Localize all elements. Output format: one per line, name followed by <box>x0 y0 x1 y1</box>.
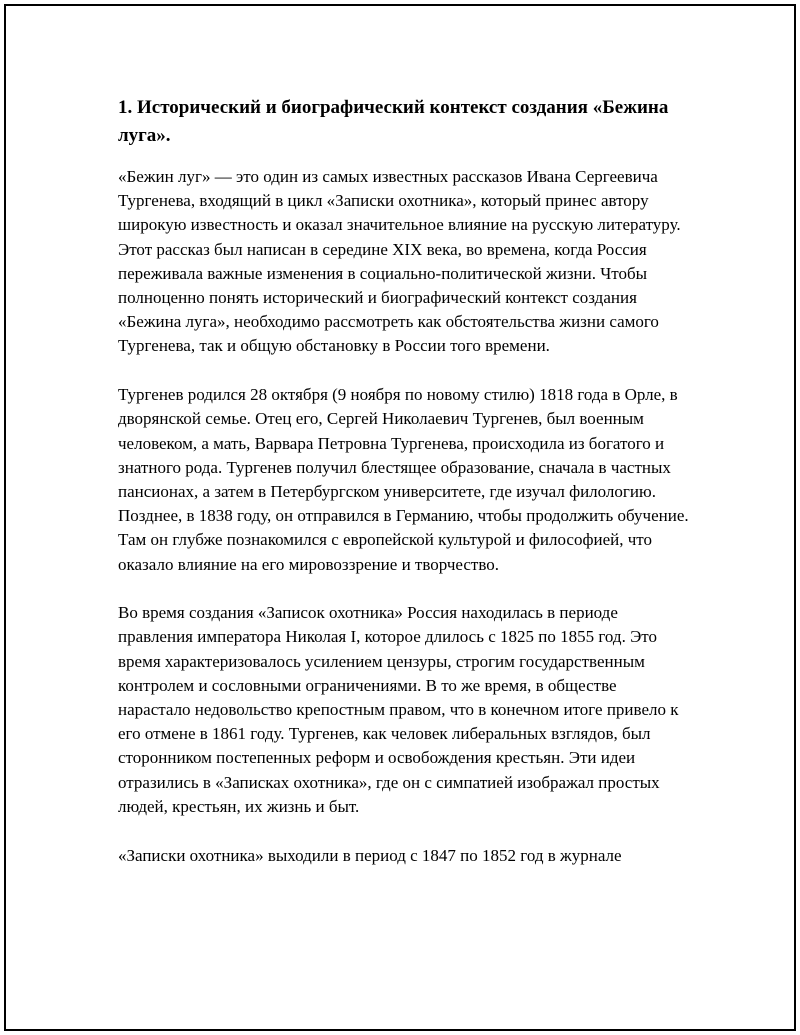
paragraph-4: «Записки охотника» выходили в период с 1847 по 1852 год в журнале <box>118 845 622 865</box>
paragraph-2: Тургенев родился 28 октября (9 ноября по новому стилю) 1818 года в Орле, в дворянской семье. Отец его, Сергей Николаевич Тургенев, был военным человеком, а мать, Варвара Петровна Тургенева, происходила из богатого и знатного рода. Тургенев получил блестящее образование, сначала в частных пансионах, а затем в Петербургском университете, где изучал филологию. Позднее, в 1838 году, он отправился в Германию, чтобы продолжить обучение. Там он глубже познакомился с европейской культурой и философией, что оказало влияние на его мировоззрение и творчество. <box>118 385 689 574</box>
document-body <box>118 94 690 892</box>
section-heading: 1. Исторический и биографический контекст создания «Бежина луга». <box>118 97 669 146</box>
paragraph-3: Во время создания «Записок охотника» Россия находилась в периоде правления императора Николая I, которое длилось с 1825 по 1855 год. Это время характеризовалось усилением цензуры, строгим государственным контролем и сословными ограничениями. В то же время, в обществе нарастало недовольство крепостным правом, что в конечном итоге привело к его отмене в 1861 году. Тургенев, как человек либеральных взглядов, был сторонником постепенных реформ и освобождения крестьян. Эти идеи отразились в «Записках охотника», где он с симпатией изображал простых людей, крестьян, их жизнь и быт. <box>118 603 679 816</box>
paragraph-1: «Бежин луг» — это один из самых известных рассказов Ивана Сергеевича Тургенева, входящий в цикл «Записки охотника», который принес автору широкую известность и оказал значительное влияние на русскую литературу. Этот рассказ был написан в середине XIX века, во времена, когда Россия переживала важные изменения в социально-политической жизни. Чтобы полноценно понять исторический и биографический контекст создания «Бежина луга», необходимо рассмотреть как обстоятельства жизни самого Тургенева, так и общую обстановку в России того времени. <box>118 167 681 356</box>
